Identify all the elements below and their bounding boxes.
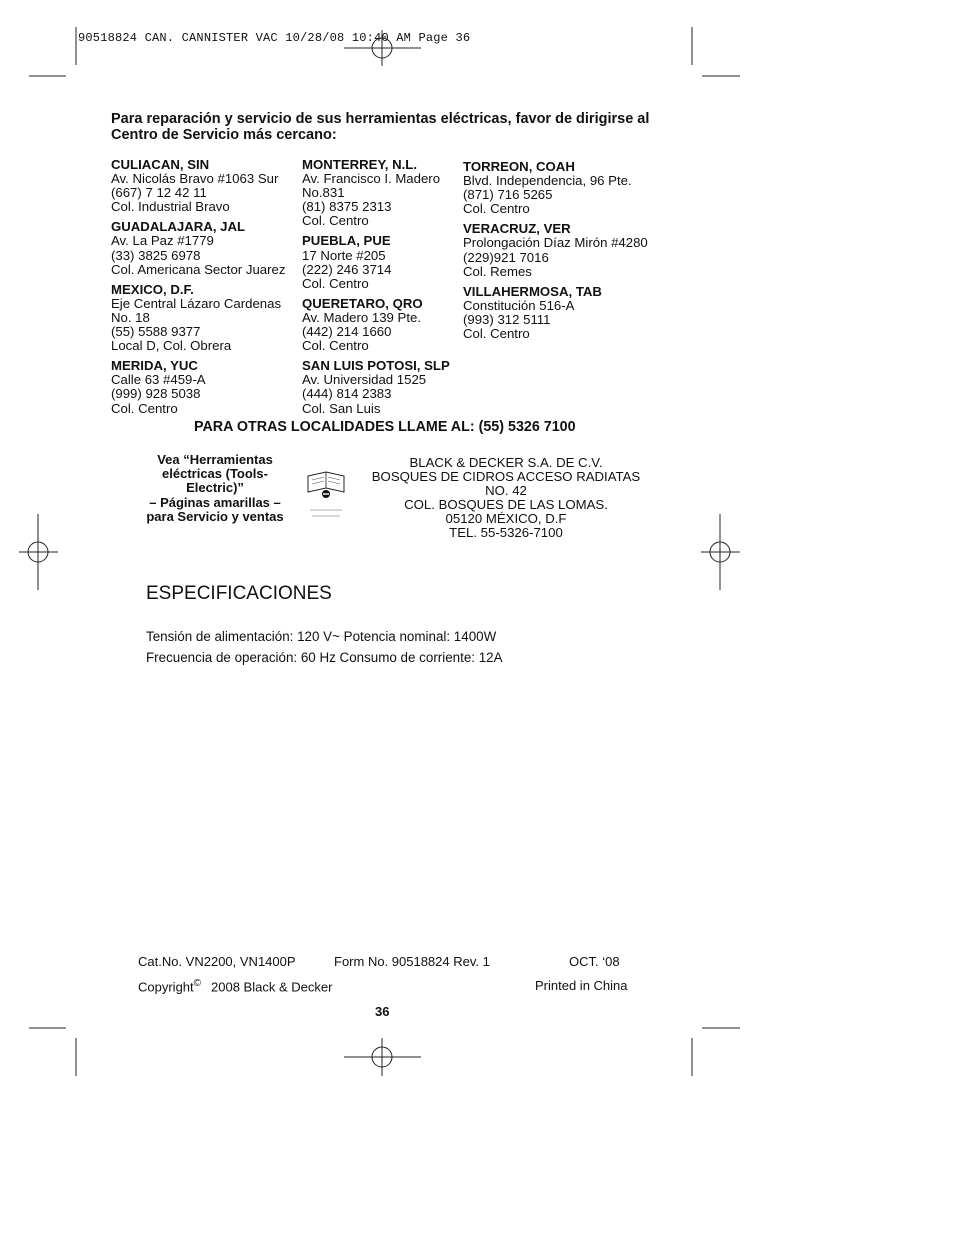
city-name: GUADALAJARA, JAL (111, 219, 246, 235)
address-line: Col. San Luis (302, 400, 381, 416)
city-name: VILLAHERMOSA, TAB (463, 283, 602, 299)
yellow-pages-book-icon (304, 466, 348, 524)
service-center (302, 234, 450, 290)
service-column-1 (111, 158, 285, 422)
address-line: Av. Madero 139 Pte. (302, 309, 422, 325)
spec-line-voltage: Tensión de alimentación: 120 V~ Potencia nominal: 1400W (146, 629, 497, 644)
phone-line: (33) 3825 6978 (111, 247, 201, 263)
note-line: Electric)” (186, 480, 244, 496)
address-line: Col. Centro (302, 275, 369, 291)
service-center (463, 285, 648, 341)
address-line: Calle 63 #459-A (111, 372, 206, 388)
phone-line: (81) 8375 2313 (302, 199, 392, 215)
phone-line: (999) 928 5038 (111, 386, 201, 402)
phone-line: (667) 7 12 42 11 (111, 185, 207, 201)
city-name: TORREON, COAH (463, 159, 575, 174)
service-center (111, 359, 285, 415)
page-number: 36 (375, 1004, 390, 1019)
note-line: eléctricas (Tools- (162, 466, 268, 482)
headquarters-address (353, 456, 659, 541)
phone-line: (444) 814 2383 (302, 386, 392, 402)
address-line: Av. Nicolás Bravo #1063 Sur (111, 171, 279, 187)
address-line: Col. Centro (302, 338, 369, 354)
service-center (111, 158, 285, 214)
phone-line: TEL. 55-5326-7100 (449, 525, 563, 541)
city-name: MERIDA, YUC (111, 358, 198, 374)
note-line: para Servicio y ventas (146, 508, 284, 524)
copyright-holder: 2008 Black & Decker (211, 979, 333, 995)
address-line: Av. Francisco I. Madero (302, 171, 441, 187)
address-line: No.831 (302, 185, 345, 201)
phone-line: (229)921 7016 (463, 249, 549, 265)
address-line: Prolongación Díaz Mirón #4280 (463, 235, 648, 251)
service-intro: Para reparación y servicio de sus herramientas eléctricas, favor de dirigirse al Centro de Servicio más cercano: (111, 111, 650, 143)
phone-line: (442) 214 1660 (302, 324, 392, 340)
address-line: Col. Centro (302, 213, 369, 229)
copyright-symbol: © (193, 978, 202, 989)
address-line: Av. La Paz #1779 (111, 233, 214, 249)
city-name: QUERETARO, QRO (302, 295, 423, 311)
copyright (138, 978, 332, 994)
city-name: SAN LUIS POTOSI, SLP (302, 358, 450, 374)
edition-date: OCT. ‘08 (569, 954, 620, 969)
city-name: CULIACAN, SIN (111, 157, 210, 172)
city-name: VERACRUZ, VER (463, 221, 571, 237)
address-line: Eje Central Lázaro Cardenas (111, 295, 282, 311)
address-line: Col. Centro (463, 326, 530, 342)
service-column-3 (463, 160, 648, 347)
address-line: 05120 MÉXICO, D.F (445, 511, 567, 527)
address-line: COL. BOSQUES DE LAS LOMAS. (404, 497, 608, 513)
address-line: NO. 42 (485, 483, 527, 499)
address-line: 17 Norte #205 (302, 247, 386, 263)
specifications-title: ESPECIFICACIONES (146, 583, 332, 604)
address-line: Av. Universidad 1525 (302, 372, 427, 388)
address-line: Blvd. Independencia, 96 Pte. (463, 173, 632, 189)
service-center (111, 220, 285, 276)
city-name: MONTERREY, N.L. (302, 157, 418, 172)
address-line: Col. Centro (111, 400, 178, 416)
yellow-pages-note (131, 453, 299, 524)
note-line: – Páginas amarillas – (149, 494, 281, 510)
city-name: MEXICO, D.F. (111, 281, 194, 297)
service-column-2 (302, 158, 450, 422)
service-center (302, 359, 450, 415)
spec-line-frequency: Frecuencia de operación: 60 Hz Consumo de corriente: 12A (146, 650, 503, 665)
phone-line: (55) 5588 9377 (111, 324, 201, 340)
address-line: BOSQUES DE CIDROS ACCESO RADIATAS (371, 469, 641, 485)
company-name: BLACK & DECKER S.A. DE C.V. (409, 455, 603, 470)
copyright-word: Copyright (138, 979, 194, 995)
service-center (302, 158, 450, 228)
catalog-number: Cat.No. VN2200, VN1400P (138, 954, 296, 969)
address-line: Constitución 516-A (463, 297, 575, 313)
service-center (463, 160, 648, 216)
address-line: Col. Centro (463, 201, 530, 217)
other-locations-phone: PARA OTRAS LOCALIDADES LLAME AL: (55) 5326 7100 (194, 419, 576, 435)
address-line: Col. Industrial Bravo (111, 199, 230, 215)
phone-line: (993) 312 5111 (463, 311, 551, 327)
address-line: Col. Remes (463, 263, 532, 279)
slug-line: 90518824 CAN. CANNISTER VAC 10/28/08 10:40 AM Page 36 (78, 31, 471, 45)
address-line: Col. Americana Sector Juarez (111, 261, 286, 277)
note-line: Vea “Herramientas (157, 452, 273, 467)
form-number: Form No. 90518824 Rev. 1 (334, 954, 490, 969)
service-center (111, 283, 285, 353)
address-line: Local D, Col. Obrera (111, 338, 232, 354)
printed-in: Printed in China (535, 978, 628, 993)
city-name: PUEBLA, PUE (302, 233, 391, 249)
service-center (302, 297, 450, 353)
address-line: No. 18 (111, 309, 150, 325)
service-center (463, 222, 648, 278)
phone-line: (871) 716 5265 (463, 187, 553, 203)
phone-line: (222) 246 3714 (302, 261, 392, 277)
